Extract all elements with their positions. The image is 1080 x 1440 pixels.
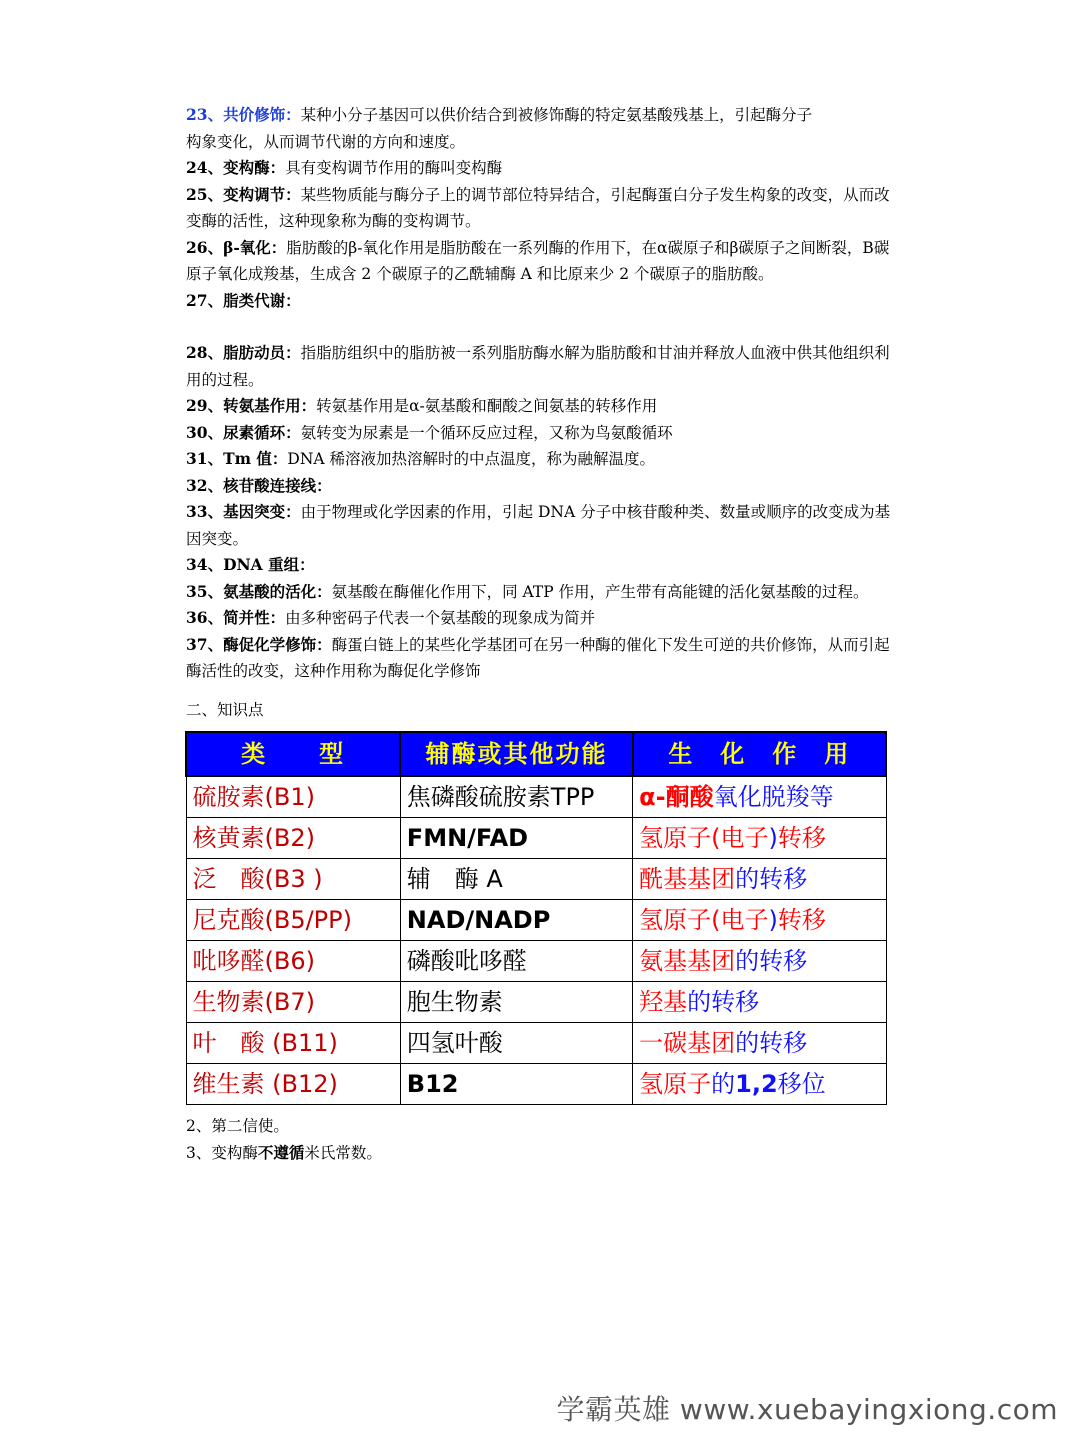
document-body	[186, 102, 894, 1166]
entry-term: 27、脂类代谢：	[186, 290, 301, 310]
cell-type: 叶 酸 (B11)	[186, 1023, 400, 1064]
entry-30	[186, 420, 894, 447]
entry-text: 具有变构调节作用的酶叫变构酶	[285, 159, 503, 177]
table-row	[186, 982, 886, 1023]
entry-text-cont: 构象变化，从而调节代谢的方向和速度。	[186, 132, 466, 151]
vitamin-table	[185, 731, 887, 1105]
entry-33	[186, 499, 894, 552]
entry-text: 酶蛋白链上的某些化学基团可在另一种酶的催化下发生可逆的共价修饰，从而引起酶活性的改变，这种作用称为酶促化学修饰	[186, 635, 890, 680]
table-row	[186, 818, 886, 859]
cell-role: 一碳基团的转移	[633, 1023, 886, 1064]
entry-term: 34、DNA 重组：	[186, 555, 315, 574]
entry-term: 28、脂肪动员：	[186, 343, 301, 362]
entry-text: 氨基酸在酶催化作用下，同 ATP 作用，产生带有高能键的活化氨基酸的过程。	[331, 582, 869, 601]
entry-37	[186, 632, 894, 685]
entry-text: 转氨基作用是α-氨基酸和酮酸之间氨基的转移作用	[316, 397, 658, 415]
cell-role: α-酮酸氧化脱羧等	[633, 776, 886, 818]
entry-term: 30、尿素循环：	[186, 422, 301, 442]
entry-text: 由多种密码子代表一个氨基酸的现象成为简并	[285, 609, 596, 627]
entry-term: 23、共价修饰：	[186, 105, 301, 124]
header-role: 生 化 作 用	[633, 732, 886, 776]
entry-32	[186, 473, 894, 500]
cell-coenzyme: 焦磷酸硫胺素TPP	[400, 776, 632, 818]
cell-coenzyme: 辅 酶 A	[400, 859, 632, 900]
cell-type: 核黄素(B2)	[186, 818, 400, 859]
entry-term: 36、简并性：	[186, 608, 286, 627]
entry-term: 24、变构酶：	[186, 158, 286, 177]
entry-29	[186, 393, 894, 420]
entry-term: 26、β-氧化：	[186, 237, 287, 257]
cell-type: 生物素(B7)	[186, 982, 400, 1023]
cell-type: 尼克酸(B5/PP)	[186, 900, 400, 941]
cell-type: 硫胺素(B1)	[186, 776, 400, 818]
entry-27	[186, 288, 894, 315]
note-2: 2、第二信使。	[186, 1117, 289, 1135]
cell-coenzyme: 四氢叶酸	[400, 1023, 632, 1064]
section-title: 二、知识点	[186, 700, 264, 719]
cell-coenzyme: 磷酸吡哆醛	[400, 941, 632, 982]
note-3: 3、变构酶不遵循米氏常数。	[186, 1142, 382, 1162]
cell-role: 氢原子(电子)转移	[633, 900, 886, 941]
header-coenzyme: 辅酶或其他功能	[400, 732, 632, 776]
entry-31	[186, 446, 894, 473]
entry-text: 某些物质能与酶分子上的调节部位特异结合，引起酶蛋白分子发生构象的改变，从而改变酶的活性，这种现象称为酶的变构调节。	[186, 185, 890, 230]
entry-term: 29、转氨基作用：	[186, 396, 317, 415]
cell-role: 氢原子(电子)转移	[633, 818, 886, 859]
table-row	[186, 941, 886, 982]
entry-34	[186, 552, 894, 579]
cell-coenzyme: NAD/NADP	[400, 900, 632, 941]
cell-role: 氨基基团的转移	[633, 941, 886, 982]
entry-25	[186, 182, 894, 235]
entry-term: 33、基因突变：	[186, 502, 301, 521]
entry-text: 某种小分子基因可以供价结合到被修饰酶的特定氨基酸残基上，引起酶分子	[300, 106, 813, 124]
table-row	[186, 900, 886, 941]
entry-text: 指脂肪组织中的脂肪被一系列脂肪酶水解为脂肪酸和甘油并释放人血液中供其他组织利用的过程。	[186, 344, 890, 389]
cell-type: 吡哆醛(B6)	[186, 941, 400, 982]
entry-text: 由于物理或化学因素的作用，引起 DNA 分子中核苷酸种类、数量或顺序的改变成为基因突变。	[186, 503, 891, 548]
cell-role: 羟基的转移	[633, 982, 886, 1023]
entry-term: 37、酶促化学修饰：	[186, 634, 332, 654]
cell-role: 酰基基团的转移	[633, 859, 886, 900]
cell-coenzyme: FMN/FAD	[400, 818, 632, 859]
cell-coenzyme: 胞生物素	[400, 982, 632, 1023]
entry-term: 25、变构调节：	[186, 184, 301, 204]
table-row	[186, 776, 886, 818]
spacer	[186, 314, 894, 340]
entry-23	[186, 102, 894, 155]
entry-text: DNA 稀溶液加热溶解时的中点温度，称为融解温度。	[287, 450, 656, 468]
header-type: 类 型	[186, 732, 400, 776]
table-row	[186, 859, 886, 900]
entry-28	[186, 340, 894, 393]
entry-24	[186, 155, 894, 182]
table-row	[186, 1023, 886, 1064]
entry-26	[186, 235, 894, 288]
note-3-emphasis: 不遵循	[257, 1142, 305, 1162]
entry-term: 35、氨基酸的活化：	[186, 581, 332, 601]
entry-text: 脂肪酸的β-氧化作用是脂肪酸在一系列酶的作用下，在α碳原子和β碳原子之间断裂，B碳原子氧化成羧基，生成含 2 个碳原子的乙酰辅酶 A 和比原来少 2 个碳原子的脂肪酸。	[186, 238, 890, 283]
table-row	[186, 1064, 886, 1105]
entry-35	[186, 579, 894, 606]
cell-type: 维生素 (B12)	[186, 1064, 400, 1105]
entry-text: 氨转变为尿素是一个循环反应过程，又称为鸟氨酸循环	[300, 423, 673, 442]
entry-term: 31、Tm 值：	[186, 449, 288, 468]
watermark: 学霸英雄 www.xuebayingxiong.com	[556, 1393, 1058, 1426]
entry-36	[186, 605, 894, 632]
entry-term: 32、核苷酸连接线：	[186, 475, 332, 495]
cell-coenzyme: B12	[400, 1064, 632, 1105]
cell-role: 氢原子的1,2移位	[633, 1064, 886, 1105]
cell-type: 泛 酸(B3 )	[186, 859, 400, 900]
table-header-row	[186, 732, 886, 776]
